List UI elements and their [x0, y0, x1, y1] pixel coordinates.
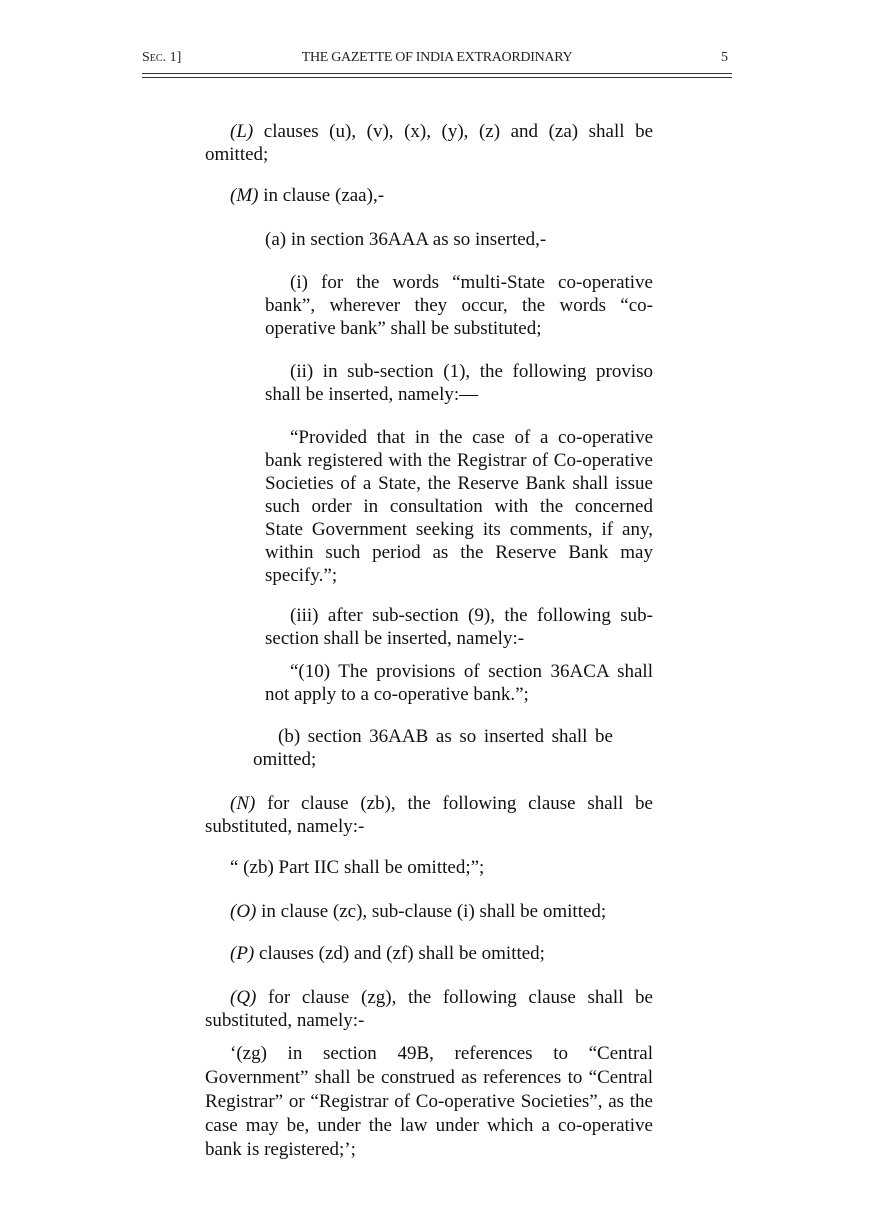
clause-marker: (P) [230, 943, 255, 964]
clause-marker: (Q) [230, 987, 257, 1008]
clause-M [205, 184, 653, 207]
subclause-b: (b) section 36AAB as so inserted shall be omitted; [253, 726, 613, 770]
clause-P [205, 942, 653, 965]
clause-marker: (M) [230, 185, 259, 206]
clause-marker: (N) [230, 793, 256, 814]
clause-text: in clause (zc), sub-clause (i) shall be omitted; [256, 901, 607, 922]
gazette-header [142, 50, 732, 70]
clause-text: for clause (zg), the following clause shall be substituted, namely:- [205, 987, 653, 1031]
item-iii: (iii) after sub-section (9), the following sub-section shall be inserted, namely:- [265, 605, 653, 649]
proviso: “Provided that in the case of a co-operative bank registered with the Registrar of Co-operative Societies of a State, the Reserve Bank shall issue such order in consultation with the concerned State Government seeking its comments, if any, within such period as the Reserve Bank may specify.”; [265, 427, 653, 586]
clause-text: for clause (zb), the following clause shall be substituted, namely:- [205, 793, 653, 837]
clause-marker: (O) [230, 901, 257, 922]
clause-text: clauses (zd) and (zf) shall be omitted; [254, 943, 545, 964]
item-ii: (ii) in sub-section (1), the following proviso shall be inserted, namely:— [265, 361, 653, 405]
clause-O [205, 900, 653, 923]
item-i: (i) for the words “multi-State co-operative bank”, wherever they occur, the words “co-operative bank” shall be substituted; [265, 272, 653, 339]
clause-L [205, 120, 653, 166]
subsection-10: “(10) The provisions of section 36ACA shall not apply to a co-operative bank.”; [265, 661, 653, 705]
clause-zg-text: ‘(zg) in section 49B, references to “Central Government” shall be construed as references to “Central Registrar” or “Registrar of Co-operative Societies”, as the case may be, under the law under which a co-operative bank is registered;’; [205, 1043, 653, 1160]
clause-text: clauses (u), (v), (x), (y), (z) and (za) shall be omitted; [205, 121, 653, 165]
gazette-title: THE GAZETTE OF INDIA EXTRAORDINARY [301, 50, 573, 65]
clause-marker: (L) [230, 121, 254, 142]
header-rule-top [142, 73, 732, 74]
clause-zb-text: “ (zb) Part IIC shall be omitted;”; [230, 857, 485, 878]
clause-text: in clause (zaa),- [258, 185, 385, 206]
section-label: Sec. 1] [142, 50, 182, 65]
clause-N [205, 792, 653, 838]
clause-Q [205, 986, 653, 1032]
page-number: 5 [721, 50, 728, 65]
subclause-a: (a) in section 36AAA as so inserted,- [265, 229, 547, 250]
header-rule-bottom [142, 77, 732, 78]
